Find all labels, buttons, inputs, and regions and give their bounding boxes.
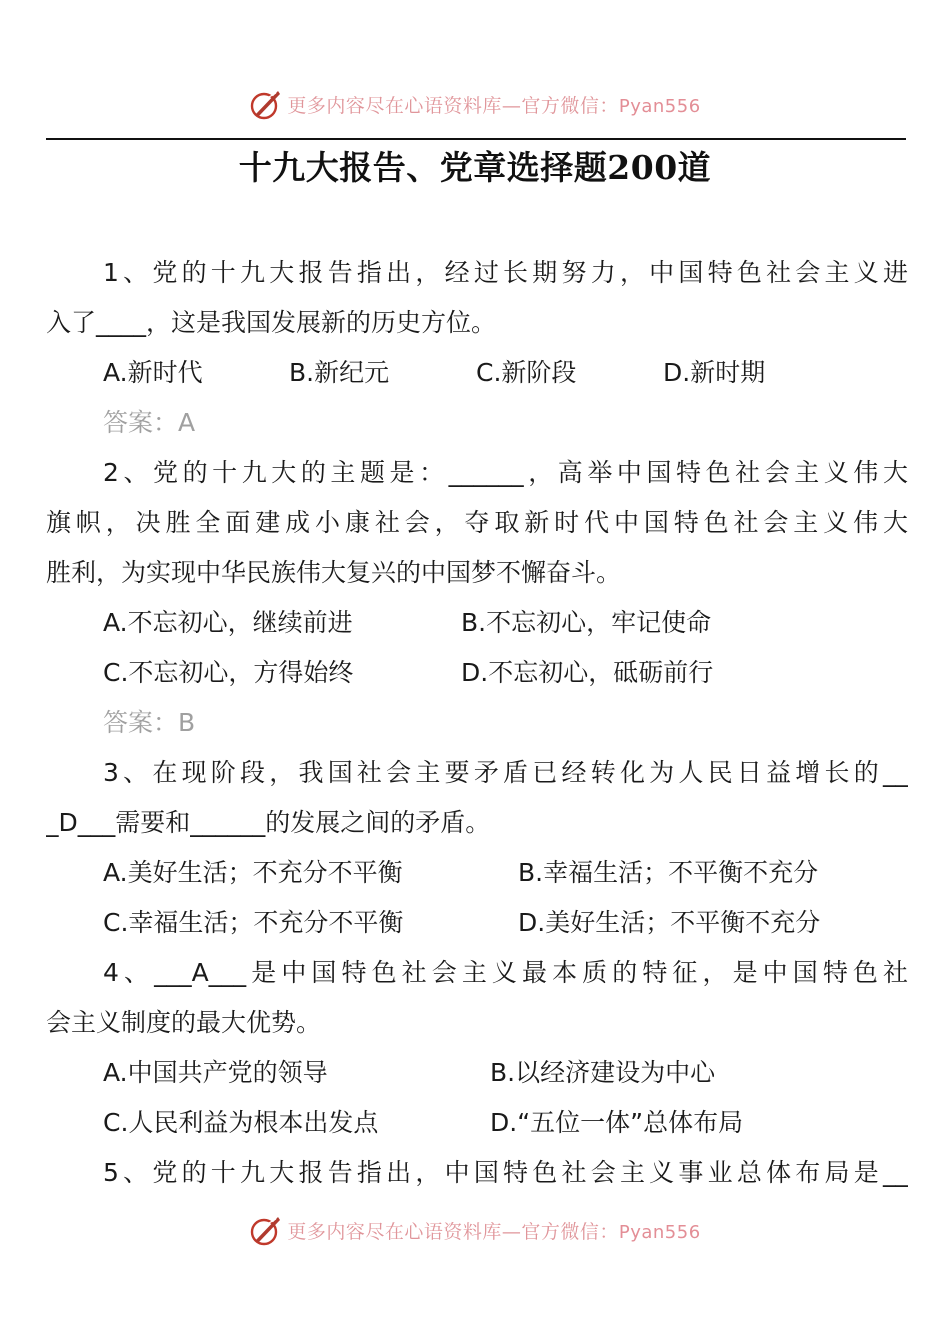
question-1-answer: 答案：A [103, 408, 196, 437]
question-2-line-1: 2、党的十九大的主题是：______，高举中国特色社会主义伟大 [103, 458, 908, 487]
question-list [46, 248, 908, 1198]
question-4-line-1: 4、___A___是中国特色社会主义最本质的特征，是中国特色社 [103, 958, 908, 987]
question-2-line-3: 胜利，为实现中华民族伟大复兴的中国梦不懈奋斗。 [46, 558, 622, 587]
option-d: D.新时期 [663, 358, 766, 387]
question-2-line-2: 旗帜，决胜全面建成小康社会，夺取新时代中国特色社会主义伟大 [46, 508, 908, 537]
option-a: A.中国共产党的领导 [103, 1058, 328, 1087]
quill-circle-icon [249, 87, 283, 121]
option-b: B.不忘初心，牢记使命 [461, 608, 712, 637]
question-3-line-1: 3、在现阶段，我国社会主要矛盾已经转化为人民日益增长的__ [103, 758, 908, 787]
question-2-options-row-2 [46, 648, 908, 698]
option-b: B.以经济建设为中心 [490, 1058, 716, 1087]
question-1-line-1: 1、党的十九大报告指出，经过长期努力，中国特色社会主义进 [103, 258, 908, 287]
question-3-options-row-1 [46, 848, 908, 898]
banner-text: 更多内容尽在心语资料库—官方微信：Pyan556 [287, 94, 701, 117]
option-a: A.新时代 [103, 358, 203, 387]
option-a: A.美好生活；不充分不平衡 [103, 858, 403, 887]
header-rule [46, 138, 906, 140]
wechat-id: Pyan556 [618, 95, 701, 117]
question-3-line-2: _D___需要和______的发展之间的矛盾。 [46, 808, 491, 837]
quill-circle-icon [249, 1213, 283, 1247]
option-d: D.美好生活；不平衡不充分 [518, 908, 821, 937]
question-2-options-row-1 [46, 598, 908, 648]
option-c: C.人民利益为根本出发点 [103, 1108, 379, 1137]
banner-text: 更多内容尽在心语资料库—官方微信：Pyan556 [287, 1220, 701, 1243]
question-1-options [46, 348, 908, 398]
footer-banner [0, 1210, 950, 1250]
question-4-options-row-1 [46, 1048, 908, 1098]
option-d: D.不忘初心，砥砺前行 [461, 658, 714, 687]
option-d: D.“五位一体”总体布局 [490, 1108, 744, 1137]
question-3-options-row-2 [46, 898, 908, 948]
option-b: B.幸福生活；不平衡不充分 [518, 858, 819, 887]
option-a: A.不忘初心，继续前进 [103, 608, 353, 637]
page-title: 十九大报告、党章选择题200道 [238, 148, 712, 187]
option-c: C.不忘初心，方得始终 [103, 658, 354, 687]
question-1-line-2: 入了____，这是我国发展新的历史方位。 [46, 308, 497, 337]
question-2-answer: 答案：B [103, 708, 196, 737]
option-b: B.新纪元 [289, 358, 390, 387]
header-banner [0, 84, 950, 124]
option-c: C.新阶段 [476, 358, 577, 387]
question-4-options-row-2 [46, 1098, 908, 1148]
question-5-line-1: 5、党的十九大报告指出，中国特色社会主义事业总体布局是__ [103, 1158, 908, 1187]
question-4-line-2: 会主义制度的最大优势。 [46, 1008, 322, 1037]
option-c: C.幸福生活；不充分不平衡 [103, 908, 404, 937]
wechat-id: Pyan556 [618, 1221, 701, 1243]
